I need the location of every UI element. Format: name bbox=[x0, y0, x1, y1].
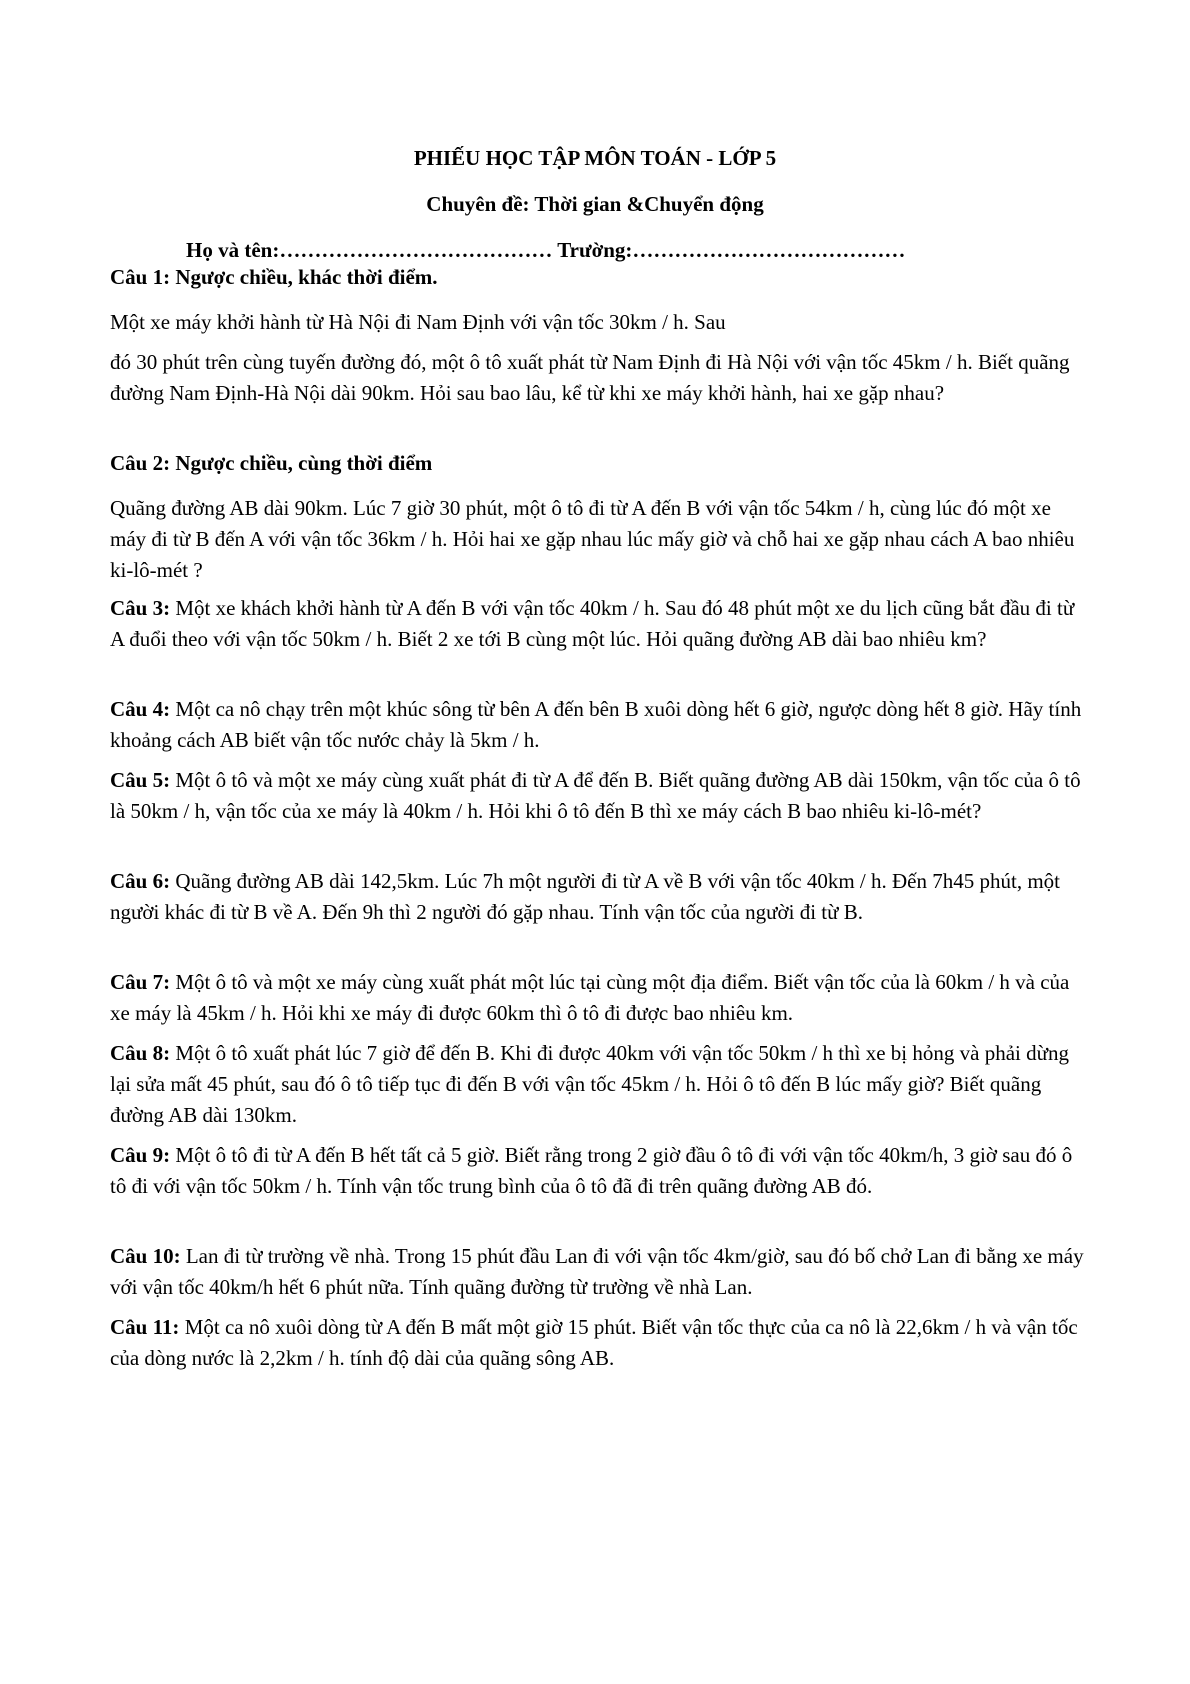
question-label: Câu 11: bbox=[110, 1315, 180, 1339]
school-blank: ………………………………… bbox=[632, 238, 906, 262]
question-text: Một ô tô và một xe máy cùng xuất phát đi từ A để đến B. Biết quãng đường AB dài 150km, vận tốc của ô tô là 50km / h, vận tốc của xe máy là 40km / h. Hỏi khi ô tô đến B thì xe máy cách B bao nhiêu ki-lô-mét? bbox=[110, 768, 1081, 823]
question-label: Câu 1: Ngược chiều, khác thời điểm. bbox=[110, 265, 438, 289]
question-text: Một ca nô xuôi dòng từ A đến B mất một giờ 15 phút. Biết vận tốc thực của ca nô là 22,6km / h và vận tốc của dòng nước là 2,2km / h. tính độ dài của quãng sông AB. bbox=[110, 1315, 1078, 1370]
question-text: Một ca nô chạy trên một khúc sông từ bên A đến bên B xuôi dòng hết 6 giờ, ngược dòng hết 8 giờ. Hãy tính khoảng cách AB biết vận tốc nước chảy là 5km / h. bbox=[110, 697, 1082, 752]
question-text: Một ô tô đi từ A đến B hết tất cả 5 giờ. Biết rằng trong 2 giờ đầu ô tô đi với vận tốc 40km/h, 3 giờ sau đó ô tô đi với vận tốc 50km / h. Tính vận tốc trung bình của ô tô đã đi trên quãng đường AB đó. bbox=[110, 1143, 1073, 1198]
question-text: Một xe máy khởi hành từ Hà Nội đi Nam Định với vận tốc 30km / h. Sau bbox=[110, 310, 726, 334]
question-8 bbox=[110, 1038, 1090, 1131]
question-11 bbox=[110, 1312, 1090, 1374]
question-4 bbox=[110, 694, 1090, 756]
student-info-line bbox=[186, 238, 905, 262]
question-text: Một ô tô xuất phát lúc 7 giờ để đến B. Khi đi được 40km với vận tốc 50km / h thì xe bị hỏng và phải dừng lại sửa mất 45 phút, sau đó ô tô tiếp tục đi đến B với vận tốc 45km / h. Hỏi ô tô đến B lúc mấy giờ? Biết quãng đường AB dài 130km. bbox=[110, 1041, 1069, 1127]
question-1-text bbox=[110, 307, 1090, 338]
question-label: Câu 8: bbox=[110, 1041, 171, 1065]
question-6 bbox=[110, 866, 1090, 928]
page-title: PHIẾU HỌC TẬP MÔN TOÁN - LỚP 5 bbox=[413, 146, 777, 170]
page-subtitle: Chuyên đề: Thời gian &Chuyển động bbox=[426, 192, 764, 216]
name-blank: ………………………………… bbox=[279, 238, 553, 262]
question-text: Quãng đường AB dài 142,5km. Lúc 7h một người đi từ A về B với vận tốc 40km / h. Đến 7h45 phút, một người khác đi từ B về A. Đến 9h thì 2 người đó gặp nhau. Tính vận tốc của người đi từ B. bbox=[110, 869, 1061, 924]
question-label: Câu 5: bbox=[110, 768, 171, 792]
question-label: Câu 2: Ngược chiều, cùng thời điểm bbox=[110, 451, 433, 475]
question-2-text bbox=[110, 493, 1090, 586]
school-label: Trường: bbox=[557, 238, 633, 262]
question-text: Một ô tô và một xe máy cùng xuất phát một lúc tại cùng một địa điểm. Biết vận tốc của là 60km / h và của xe máy là 45km / h. Hỏi khi xe máy đi được 60km thì ô tô đi được bao nhiêu km. bbox=[110, 970, 1070, 1025]
question-label: Câu 7: bbox=[110, 970, 171, 994]
name-label: Họ và tên: bbox=[186, 238, 280, 262]
question-text: đó 30 phút trên cùng tuyến đường đó, một ô tô xuất phát từ Nam Định đi Hà Nội với vận tốc 45km / h. Biết quãng đường Nam Định-Hà Nội dài 90km. Hỏi sau bao lâu, kể từ khi xe máy khởi hành, hai xe gặp nhau? bbox=[110, 350, 1070, 405]
question-text: Một xe khách khởi hành từ A đến B với vận tốc 40km / h. Sau đó 48 phút một xe du lịch cũng bắt đầu đi từ A đuổi theo với vận tốc 50km / h. Biết 2 xe tới B cùng một lúc. Hỏi quãng đường AB dài bao nhiêu km? bbox=[110, 596, 1075, 651]
question-label: Câu 3: bbox=[110, 596, 171, 620]
question-text: Quãng đường AB dài 90km. Lúc 7 giờ 30 phút, một ô tô đi từ A đến B với vận tốc 54km / h, cùng lúc đó một xe máy đi từ B đến A với vận tốc 36km / h. Hỏi hai xe gặp nhau lúc mấy giờ và chỗ hai xe gặp nhau cách A bao nhiêu ki-lô-mét ? bbox=[110, 496, 1075, 582]
question-2 bbox=[110, 448, 1090, 479]
question-7 bbox=[110, 967, 1090, 1029]
question-9 bbox=[110, 1140, 1090, 1202]
question-label: Câu 4: bbox=[110, 697, 171, 721]
question-label: Câu 9: bbox=[110, 1143, 171, 1167]
question-1-text-continued bbox=[110, 347, 1090, 409]
question-label: Câu 10: bbox=[110, 1244, 181, 1268]
question-5 bbox=[110, 765, 1090, 827]
question-text: Lan đi từ trường về nhà. Trong 15 phút đầu Lan đi với vận tốc 4km/giờ, sau đó bố chở Lan đi bằng xe máy với vận tốc 40km/h hết 6 phút nữa. Tính quãng đường từ trường về nhà Lan. bbox=[110, 1244, 1084, 1299]
question-label: Câu 6: bbox=[110, 869, 171, 893]
question-1 bbox=[110, 262, 1090, 293]
question-3 bbox=[110, 593, 1090, 655]
question-10 bbox=[110, 1241, 1090, 1303]
